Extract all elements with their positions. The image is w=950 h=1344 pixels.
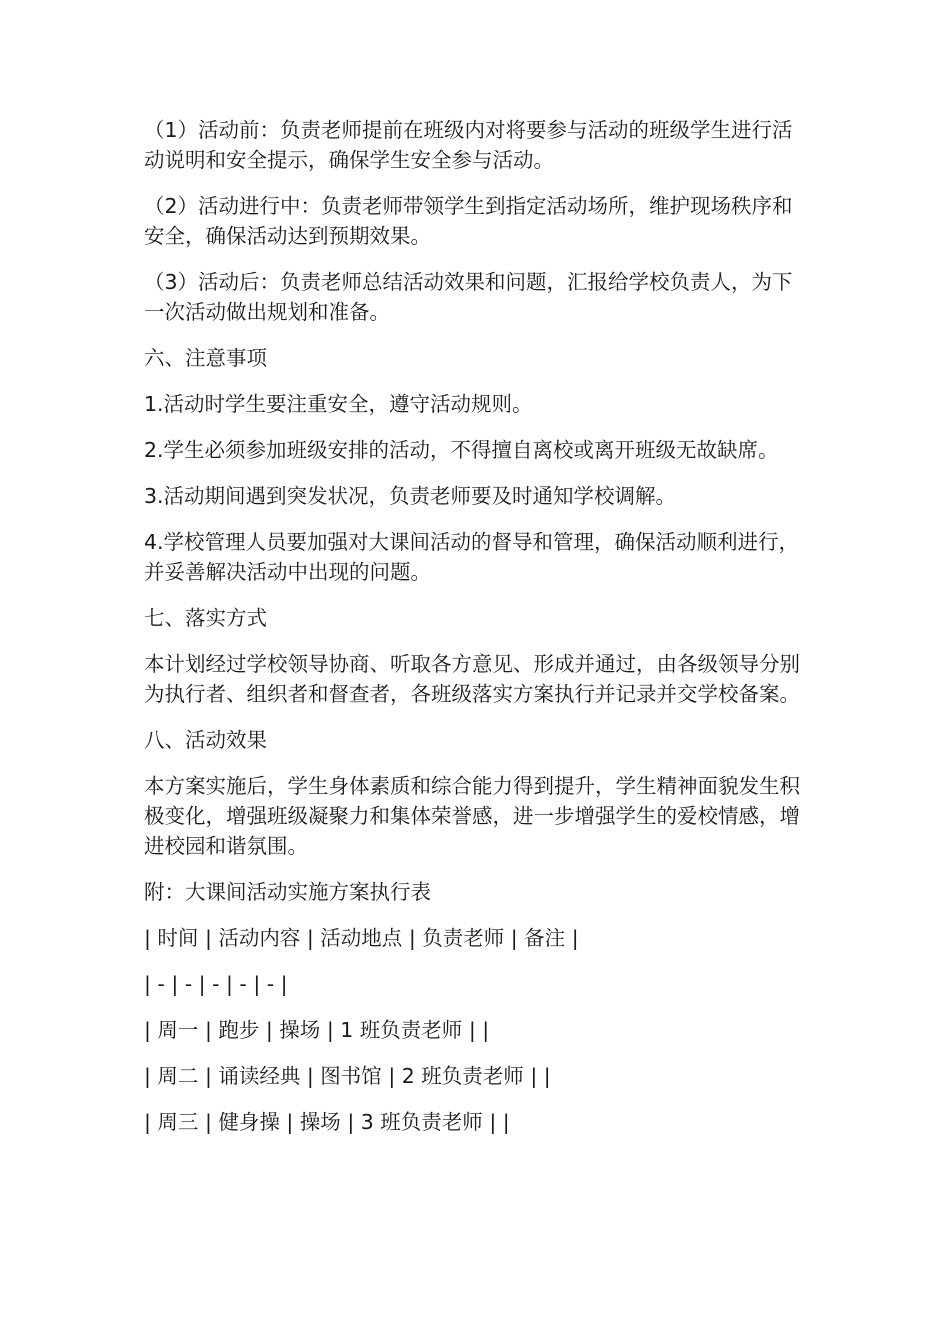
table-row-wednesday: | 周三 | 健身操 | 操场 | 3 班负责老师 | | <box>144 1110 510 1134</box>
table-row-monday: | 周一 | 跑步 | 操场 | 1 班负责老师 | | <box>144 1018 490 1042</box>
precaution-item-2: 2.学生必须参加班级安排的活动，不得擅自离校或离开班级无故缺席。 <box>144 438 779 462</box>
appendix-title: 附：大课间活动实施方案执行表 <box>144 880 431 904</box>
precaution-item-3: 3.活动期间遇到突发状况，负责老师要及时通知学校调解。 <box>144 484 677 508</box>
section-heading-effects: 八、活动效果 <box>144 728 267 752</box>
paragraph-before-activity: （1）活动前：负责老师提前在班级内对将要参与活动的班级学生进行活动说明和安全提示，确保学生安全参与活动。 <box>144 118 793 172</box>
table-row-tuesday: | 周二 | 诵读经典 | 图书馆 | 2 班负责老师 | | <box>144 1064 551 1088</box>
paragraph-effects: 本方案实施后，学生身体素质和综合能力得到提升，学生精神面貌发生积极变化，增强班级凝聚力和集体荣誉感，进一步增强学生的爱校情感，增进校园和谐氛围。 <box>144 774 800 858</box>
document-body <box>144 115 812 1153</box>
section-heading-precautions: 六、注意事项 <box>144 346 267 370</box>
paragraph-during-activity: （2）活动进行中：负责老师带领学生到指定活动场所，维护现场秩序和安全，确保活动达到预期效果。 <box>144 194 793 248</box>
table-row-header: | 时间 | 活动内容 | 活动地点 | 负责老师 | 备注 | <box>144 926 579 950</box>
table-row-separator: | - | - | - | - | - | <box>144 972 288 996</box>
paragraph-after-activity: （3）活动后：负责老师总结活动效果和问题，汇报给学校负责人，为下一次活动做出规划和准备。 <box>144 270 793 324</box>
precaution-item-1: 1.活动时学生要注重安全，遵守活动规则。 <box>144 392 533 416</box>
precaution-item-4: 4.学校管理人员要加强对大课间活动的督导和管理，确保活动顺利进行，并妥善解决活动中出现的问题。 <box>144 530 800 584</box>
paragraph-implementation: 本计划经过学校领导协商、听取各方意见、形成并通过，由各级领导分别为执行者、组织者和督查者，各班级落实方案执行并记录并交学校备案。 <box>144 652 800 706</box>
section-heading-implementation: 七、落实方式 <box>144 606 267 630</box>
